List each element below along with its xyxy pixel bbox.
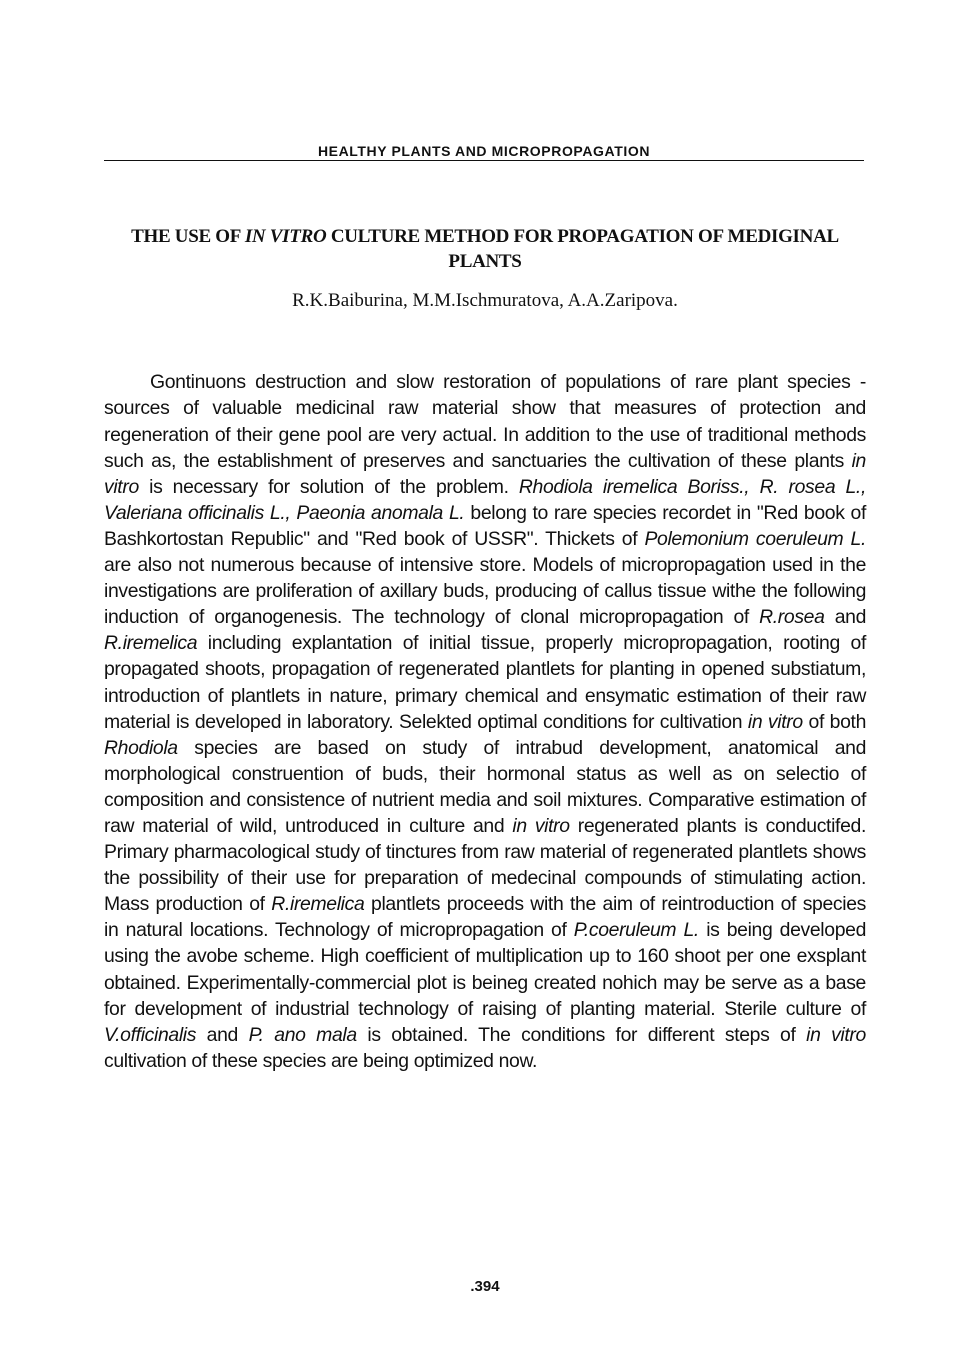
abstract-paragraph [104,369,866,1074]
body-text-run: of both [802,710,867,733]
body-italic-run: R.iremelica [271,893,365,916]
header-rule [104,160,864,161]
body-italic-run: Polemonium coeruleum L. [644,527,866,550]
title-suffix: CULTURE METHOD FOR PROPAGATION OF MEDIGINAL PLANTS [326,226,839,272]
body-text-run: and [196,1023,249,1046]
body-italic-run: in vitro [512,814,570,837]
article-title [104,224,866,274]
body-italic-run: Rhodiola iremelica Boriss., R. rosea L., Valeriana officinalis L., Paeonia anomala L. [104,475,866,524]
body-italic-run: R.iremelica [104,632,198,655]
authors-line: R.K.Baiburina, M.M.Ischmuratova, A.A.Zaripova. [292,290,678,311]
title-italic: IN VITRO [244,226,327,247]
body-text-run: including explantation of initial tissue, properly micropropagation, rooting of propagated shoots, propagation of regenerated plantlets for planting in opened substiatum, introduction of plantlets in nature, primary chemical and ensymatic estimation of their raw material is developed in laboratory. Selekted optimal conditions for cultivation [104,632,866,733]
body-italic-run: Rhodiola [104,736,178,759]
body-text-run: is necessary for solution of the problem. [138,475,519,498]
body-italic-run: in vitro [806,1023,866,1046]
body-text-run: and [824,606,867,629]
body-italic-run: in vitro [747,710,803,733]
body-italic-run: in vitro [104,449,866,498]
body-italic-run: P.coeruleum L. [573,919,699,942]
body-text-run: is obtained. The conditions for different steps of [356,1023,807,1046]
body-text-run: belong to rare species recordet in "Red book of Bashkortostan Republic" and "Red book of USSR". Thickets of [104,501,866,550]
body-text-run: species are based on study of intrabud development, anatomical and morphological construention of buds, their hormonal status as well as on selectio of composition and consistence of nutrient media and soil mixtures. Comparative estimation of raw material of wild, untroduced in culture and [104,736,866,837]
page-number: .394 [470,1278,500,1295]
body-italic-run: R.rosea [759,606,825,629]
body-text-run: are also not numerous because of intensive store. Models of micropropagation used in the investigations are proliferation of axillary buds, producing of callus tissue withe the following induction of organogenesis. The technology of clonal micropropagation of [104,554,866,629]
body-text-run: is being developed using the avobe scheme. High coefficient of multiplication up to 160 shoot per one exsplant obtained. Experimentally-commercial plot is beineg created nohich may be serve as a base for development of industrial technology of raising of planting material. Sterile culture of [104,919,867,1020]
title-prefix: THE USE OF [131,226,245,247]
body-text-run: plantlets proceeds with the aim of reintroduction of species in natural locations. Technology of micropropagation of [104,893,866,942]
running-header: HEALTHY PLANTS AND MICROPROPAGATION [317,143,651,159]
body-text-run: Gontinuons destruction and slow restoration of populations of rare plant species - sources of valuable medicinal raw material show that measures of protection and regeneration of their gene pool are very actual. In addition to the use of traditional methods such as, the establishment of preserves and sanctuaries the cultivation of these plants [104,371,866,472]
body-text-run: regenerated plants is conductifed. Primary pharmacological study of tinctures from raw material of regenerated plantlets shows the possibility of their use for preparation of medecinal compounds of stimulating action. Mass production of [104,814,866,916]
body-italic-run: V.officinalis [104,1023,197,1046]
body-italic-run: P. ano mala [248,1023,357,1046]
body-text-run: cultivation of these species are being optimized now. [104,1049,538,1072]
